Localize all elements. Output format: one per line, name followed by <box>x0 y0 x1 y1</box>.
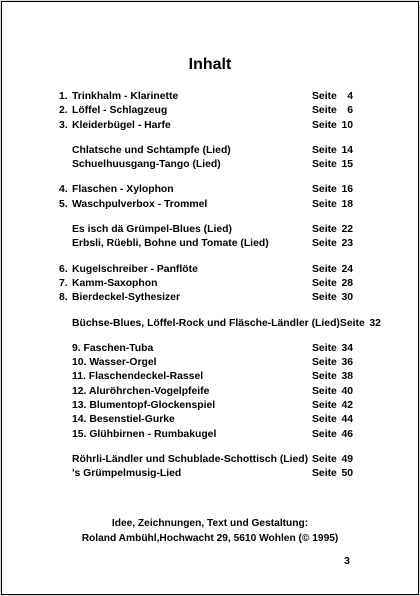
toc-entry-page: 15 <box>341 159 353 171</box>
toc-entry-seite-label: Seite <box>312 119 337 131</box>
toc-entry-page: 10 <box>341 119 353 131</box>
toc-entry-number <box>59 356 72 370</box>
toc-group <box>59 223 353 252</box>
toc-group <box>59 342 353 442</box>
toc-entry-seite-label: Seite <box>312 453 337 465</box>
toc-entry-page: 42 <box>341 400 353 412</box>
page-title: Inhalt <box>188 56 232 73</box>
toc-entry-title: Röhrli-Ländler und Schublade-Schottisch (Lied) <box>72 453 309 465</box>
toc-entry-seite-label: Seite <box>312 292 337 304</box>
toc-entry <box>59 277 353 291</box>
toc-entry-page: 32 <box>369 317 381 329</box>
toc-entry-seite-label: Seite <box>312 198 337 210</box>
toc-entry-number <box>59 158 72 172</box>
toc-entry-page: 49 <box>341 453 353 465</box>
toc-entry-seite-label: Seite <box>339 317 365 329</box>
toc-entry-number <box>59 385 72 399</box>
toc-entry <box>59 183 353 197</box>
toc-entry-page: 6 <box>347 105 353 117</box>
toc-entry-seite-label: Seite <box>312 357 337 369</box>
toc-entry-number <box>59 317 72 331</box>
toc-entry-page: 22 <box>341 224 353 236</box>
toc-entry-number <box>59 399 72 413</box>
toc-entry-title: Es isch dä Grümpel-Blues (Lied) <box>72 224 232 236</box>
toc-entry <box>59 356 353 370</box>
toc-entry <box>59 399 353 413</box>
toc-entry-seite-label: Seite <box>312 184 337 196</box>
toc-entry-title: Kugelschreiber - Panflöte <box>72 263 198 275</box>
toc-entry-title: 10. Wasser-Orgel <box>72 357 157 369</box>
toc-entry-seite-label: Seite <box>312 428 337 440</box>
toc-group <box>59 263 353 306</box>
toc-entry-number <box>59 144 72 158</box>
toc-entry-seite-label: Seite <box>312 144 337 156</box>
toc-entry-seite-label: Seite <box>312 371 337 383</box>
toc-entry-page: 16 <box>341 184 353 196</box>
toc-entry <box>59 104 353 118</box>
toc-entry-page: 34 <box>341 342 353 354</box>
toc-entry-number <box>59 223 72 237</box>
toc-entry-title: Löffel - Schlagzeug <box>72 105 168 117</box>
toc-entry <box>59 263 353 277</box>
toc-entry-page: 44 <box>341 414 353 426</box>
toc-entry-page: 46 <box>341 428 353 440</box>
toc-entry-number: 3. <box>59 119 68 131</box>
document-page <box>1 1 419 595</box>
toc-entry-seite-label: Seite <box>312 238 337 250</box>
toc-entry-page: 23 <box>341 238 353 250</box>
toc-entry-page: 14 <box>341 144 353 156</box>
toc-entry-number: 6. <box>59 263 68 275</box>
toc-group <box>59 453 353 482</box>
toc-entry <box>59 144 353 158</box>
toc-entry-seite-label: Seite <box>312 385 337 397</box>
toc-entry-title: 12. Aluröhrchen-Vogelpfeife <box>72 385 210 397</box>
toc-entry-seite-label: Seite <box>312 277 337 289</box>
toc-entry <box>59 119 353 133</box>
toc-entry-title: Erbsli, Rüebli, Bohne und Tomate (Lied) <box>72 238 269 250</box>
toc-entry-number <box>59 413 72 427</box>
toc-entry-title: Chlatsche und Schtampfe (Lied) <box>72 144 231 156</box>
toc-entry-title: Kleiderbügel - Harfe <box>72 119 171 131</box>
toc-entry <box>59 370 353 384</box>
toc-entry-title: Bierdeckel-Sythesizer <box>72 292 181 304</box>
toc-entry <box>59 453 353 467</box>
toc-entry <box>59 198 353 212</box>
toc-entry-title: Waschpulverbox - Trommel <box>72 198 208 210</box>
page-number: 3 <box>344 555 350 567</box>
toc-entry-title: Flaschen - Xylophon <box>72 184 174 196</box>
toc-entry-seite-label: Seite <box>312 224 337 236</box>
toc-group <box>59 144 353 173</box>
credits <box>2 516 418 546</box>
toc-entry-title: Schuelhuusgang-Tango (Lied) <box>72 159 221 171</box>
toc-entry-title: 15. Glühbirnen - Rumbakugel <box>72 428 217 440</box>
toc-entry-page: 30 <box>341 292 353 304</box>
toc-entry <box>59 317 381 331</box>
toc-entry-number: 2. <box>59 105 68 117</box>
toc-entry-title: 13. Blumentopf-Glockenspiel <box>72 400 216 412</box>
toc-entry <box>59 291 353 305</box>
toc-entry-number <box>59 467 72 481</box>
toc-entry-seite-label: Seite <box>312 91 337 102</box>
toc-entry-title: Büchse-Blues, Löffel-Rock und Fläsche-Ländler (Lied) <box>72 317 340 329</box>
toc-entry-title: 9. Faschen-Tuba <box>72 342 154 354</box>
toc-entry-page: 40 <box>341 385 353 397</box>
toc-entry <box>59 237 353 251</box>
toc-entry-number <box>59 370 72 384</box>
toc-entry-number: 4. <box>59 184 68 196</box>
credits-line-1: Idee, Zeichnungen, Text und Gestaltung: <box>111 518 309 529</box>
toc-entry-number: 1. <box>59 91 68 102</box>
toc-entry-number <box>59 453 72 467</box>
toc-entry-title: Kamm-Saxophon <box>72 277 158 289</box>
toc-entry-title: 's Grümpelmusig-Lied <box>72 468 182 480</box>
toc-entry-title: 11. Flaschendeckel-Rassel <box>72 371 204 383</box>
toc-entry-seite-label: Seite <box>312 159 337 171</box>
credits-line-2: Roland Ambühl,Hochwacht 29, 5610 Wohlen (© 1995) <box>81 533 339 544</box>
toc-group <box>59 90 353 133</box>
toc-entry-page: 24 <box>341 263 353 275</box>
toc-entry <box>59 413 353 427</box>
toc-group <box>59 183 353 212</box>
toc-entry-page: 28 <box>341 277 353 289</box>
toc-entry <box>59 158 353 172</box>
toc-entry-seite-label: Seite <box>312 400 337 412</box>
toc-entry-number <box>59 342 72 356</box>
toc-entry <box>59 467 353 481</box>
toc-entry <box>59 428 353 442</box>
toc-entry-page: 38 <box>341 371 353 383</box>
toc-entry-number <box>59 428 72 442</box>
toc-entry <box>59 385 353 399</box>
toc-entry-seite-label: Seite <box>312 468 337 480</box>
toc-entry-seite-label: Seite <box>312 414 337 426</box>
toc-entry-page: 4 <box>347 91 353 102</box>
toc-entry-seite-label: Seite <box>312 263 337 275</box>
toc-entry-number: 7. <box>59 277 68 289</box>
toc-entry-seite-label: Seite <box>312 105 337 117</box>
toc-entry-title: Trinkhalm - Klarinette <box>72 91 179 102</box>
toc-entry-number: 8. <box>59 292 68 304</box>
toc-entry-page: 36 <box>341 357 353 369</box>
table-of-contents <box>59 90 381 493</box>
toc-entry-page: 50 <box>341 468 353 480</box>
toc-entry-title: 14. Besenstiel-Gurke <box>72 414 175 426</box>
toc-entry-number <box>59 237 72 251</box>
toc-entry-number: 5. <box>59 198 68 210</box>
toc-entry <box>59 342 353 356</box>
toc-entry <box>59 90 353 104</box>
toc-entry <box>59 223 353 237</box>
toc-entry-page: 18 <box>341 198 353 210</box>
toc-entry-seite-label: Seite <box>312 342 337 354</box>
toc-group <box>59 317 381 331</box>
